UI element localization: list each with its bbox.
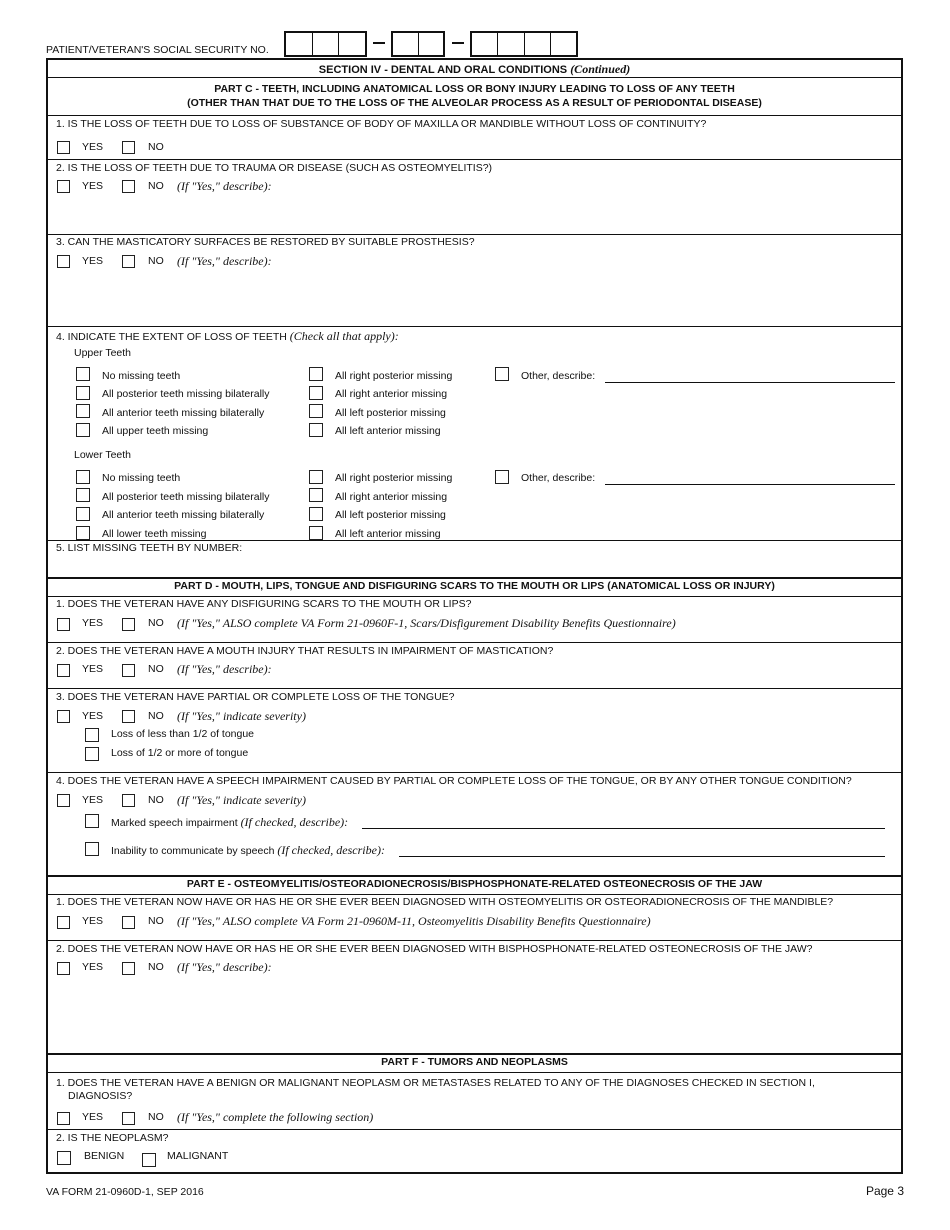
part-d-q4-opt2 — [111, 843, 385, 858]
part-e-q2-no-checkbox[interactable] — [122, 962, 135, 975]
part-d-q4: 4. DOES THE VETERAN HAVE A SPEECH IMPAIRMENT CAUSED BY PARTIAL OR COMPLETE LOSS OF THE TONGUE, OR BY ANY OTHER TONGUE CONDITION? — [56, 775, 852, 787]
part-f-q1-line1: 1. DOES THE VETERAN HAVE A BENIGN OR MALIGNANT NEOPLASM OR METASTASES RELATED TO ANY OF THE DIAGNOSES CHECKED IN SECTION I, — [56, 1077, 815, 1089]
lower-col1-item: All anterior teeth missing bilaterally — [102, 509, 265, 521]
part-d-q4-opt1-text: Marked speech impairment — [111, 817, 238, 829]
part-d-q1-note: (If "Yes," ALSO complete VA Form 21-0960F-1, Scars/Disfigurement Disability Benefits Questionnaire) — [177, 616, 676, 630]
part-e-q1-note: (If "Yes," ALSO complete VA Form 21-0960M-11, Osteomyelitis Disability Benefits Questionnaire) — [177, 914, 651, 928]
part-e-q2: 2. DOES THE VETERAN NOW HAVE OR HAS HE OR SHE EVER BEEN DIAGNOSED WITH BISPHOSPHONATE-RELATED OSTEONECROSIS OF THE JAW? — [56, 943, 813, 955]
part-c-q2: 2. IS THE LOSS OF TEETH DUE TO TRAUMA OR DISEASE (SUCH AS OSTEOMYELITIS?) — [56, 162, 493, 174]
part-d-q3-yes-checkbox[interactable] — [57, 710, 70, 723]
part-c-q1-no-checkbox[interactable] — [122, 141, 135, 154]
lower-teeth-label: Lower Teeth — [74, 449, 132, 461]
ssn-field-area[interactable] — [284, 31, 367, 57]
part-d-q2-note: (If "Yes," describe): — [177, 662, 272, 676]
upper-col1-item: All upper teeth missing — [102, 425, 209, 437]
lower-other-label: Other, describe: — [521, 472, 596, 484]
upper-col1-item: All posterior teeth missing bilaterally — [102, 388, 270, 400]
lower-anterior-bilateral-checkbox[interactable] — [76, 507, 90, 521]
lower-left-anterior-checkbox[interactable] — [309, 526, 323, 540]
part-e-q2-note: (If "Yes," describe): — [177, 960, 272, 974]
inability-speech-checkbox[interactable] — [85, 842, 99, 856]
ssn-dash — [373, 42, 385, 44]
yes-label: YES — [82, 141, 104, 153]
lower-col2-item: All right anterior missing — [335, 491, 448, 503]
lower-posterior-bilateral-checkbox[interactable] — [76, 488, 90, 502]
yes-label: YES — [82, 180, 104, 192]
upper-all-missing-checkbox[interactable] — [76, 423, 90, 437]
lower-left-posterior-checkbox[interactable] — [309, 507, 323, 521]
part-d-q4-yes-checkbox[interactable] — [57, 794, 70, 807]
upper-other-input-line[interactable] — [605, 382, 895, 383]
part-f-q1-note: (If "Yes," complete the following section) — [177, 1110, 374, 1124]
yes-label: YES — [82, 255, 104, 267]
upper-left-anterior-checkbox[interactable] — [309, 423, 323, 437]
yes-label: YES — [82, 1111, 104, 1123]
no-label: NO — [148, 180, 164, 192]
ssn-dash — [452, 42, 464, 44]
part-e-q1-no-checkbox[interactable] — [122, 916, 135, 929]
upper-col2-item: All left anterior missing — [335, 425, 441, 437]
part-d-q4-opt1-note: (If checked, describe): — [240, 815, 349, 829]
tongue-loss-less-half-checkbox[interactable] — [85, 728, 99, 742]
ssn-label: PATIENT/VETERAN'S SOCIAL SECURITY NO. — [46, 44, 269, 56]
yes-label: YES — [82, 617, 104, 629]
upper-right-posterior-checkbox[interactable] — [309, 367, 323, 381]
no-label: NO — [148, 663, 164, 675]
lower-other-checkbox[interactable] — [495, 470, 509, 484]
section-title — [46, 62, 903, 77]
yes-label: YES — [82, 663, 104, 675]
part-d-q2-no-checkbox[interactable] — [122, 664, 135, 677]
no-label: NO — [148, 961, 164, 973]
part-c-q2-note: (If "Yes," describe): — [177, 179, 272, 193]
yes-label: YES — [82, 961, 104, 973]
part-d-q4-opt1 — [111, 815, 348, 830]
part-c-q4 — [56, 329, 399, 344]
yes-label: YES — [82, 794, 104, 806]
marked-speech-describe-line[interactable] — [362, 828, 885, 829]
ssn-field-serial[interactable] — [470, 31, 578, 57]
part-d-q4-note: (If "Yes," indicate severity) — [177, 793, 306, 807]
upper-col1-item: All anterior teeth missing bilaterally — [102, 407, 265, 419]
inability-speech-describe-line[interactable] — [399, 856, 885, 857]
part-c-q1: 1. IS THE LOSS OF TEETH DUE TO LOSS OF SUBSTANCE OF BODY OF MAXILLA OR MANDIBLE WITHOUT LOSS OF CONTINUITY? — [56, 118, 707, 130]
part-d-q2-yes-checkbox[interactable] — [57, 664, 70, 677]
lower-col1-item: All posterior teeth missing bilaterally — [102, 491, 270, 503]
section-continued: (Continued) — [570, 62, 631, 76]
part-d-q3-opt2: Loss of 1/2 or more of tongue — [111, 747, 249, 759]
lower-all-missing-checkbox[interactable] — [76, 526, 90, 540]
part-d-q1-yes-checkbox[interactable] — [57, 618, 70, 631]
yes-label: YES — [82, 915, 104, 927]
upper-no-missing-checkbox[interactable] — [76, 367, 90, 381]
upper-right-anterior-checkbox[interactable] — [309, 386, 323, 400]
upper-teeth-label: Upper Teeth — [74, 347, 132, 359]
part-d-q4-opt2-text: Inability to communicate by speech — [111, 845, 275, 857]
upper-other-label: Other, describe: — [521, 370, 596, 382]
ssn-field-group[interactable] — [391, 31, 445, 57]
no-label: NO — [148, 141, 164, 153]
lower-col1-item: No missing teeth — [102, 472, 181, 484]
benign-label: BENIGN — [84, 1150, 125, 1162]
part-f-title: PART F - TUMORS AND NEOPLASMS — [381, 1056, 568, 1068]
yes-label: YES — [82, 710, 104, 722]
form-id: VA FORM 21-0960D-1, SEP 2016 — [46, 1186, 204, 1198]
no-label: NO — [148, 1111, 164, 1123]
no-label: NO — [148, 255, 164, 267]
part-c-q4-note: (Check all that apply): — [289, 329, 399, 343]
upper-col2-item: All right anterior missing — [335, 388, 448, 400]
section-title-text: SECTION IV - DENTAL AND ORAL CONDITIONS — [318, 64, 568, 76]
part-d-q3: 3. DOES THE VETERAN HAVE PARTIAL OR COMPLETE LOSS OF THE TONGUE? — [56, 691, 455, 703]
part-c-q1-yes-checkbox[interactable] — [57, 141, 70, 154]
upper-anterior-bilateral-checkbox[interactable] — [76, 404, 90, 418]
upper-col2-item: All left posterior missing — [335, 407, 446, 419]
lower-right-posterior-checkbox[interactable] — [309, 470, 323, 484]
lower-col2-item: All right posterior missing — [335, 472, 453, 484]
no-label: NO — [148, 794, 164, 806]
part-d-q4-no-checkbox[interactable] — [122, 794, 135, 807]
part-c-title-line2: (OTHER THAN THAT DUE TO THE LOSS OF THE ALVEOLAR PROCESS AS A RESULT OF PERIODONTAL DISEASE) — [187, 97, 762, 109]
part-c-q4-text: 4. INDICATE THE EXTENT OF LOSS OF TEETH — [56, 331, 287, 343]
part-c-q2-no-checkbox[interactable] — [122, 180, 135, 193]
part-c-q3: 3. CAN THE MASTICATORY SURFACES BE RESTORED BY SUITABLE PROSTHESIS? — [56, 236, 475, 248]
part-d-q1-no-checkbox[interactable] — [122, 618, 135, 631]
part-e-title: PART E - OSTEOMYELITIS/OSTEORADIONECROSIS/BISPHOSPHONATE-RELATED OSTEONECROSIS OF THE JAW — [186, 878, 763, 890]
part-c-q2-yes-checkbox[interactable] — [57, 180, 70, 193]
page-number: Page 3 — [865, 1184, 904, 1198]
lower-no-missing-checkbox[interactable] — [76, 470, 90, 484]
part-d-q4-opt2-note: (If checked, describe): — [277, 843, 385, 857]
part-d-q3-note: (If "Yes," indicate severity) — [177, 709, 306, 723]
part-e-q1-yes-checkbox[interactable] — [57, 916, 70, 929]
part-d-q1: 1. DOES THE VETERAN HAVE ANY DISFIGURING SCARS TO THE MOUTH OR LIPS? — [56, 598, 472, 610]
benign-checkbox[interactable] — [57, 1151, 71, 1165]
part-f-q1-no-checkbox[interactable] — [122, 1112, 135, 1125]
malignant-label: MALIGNANT — [167, 1150, 229, 1162]
part-c-q3-no-checkbox[interactable] — [122, 255, 135, 268]
part-d-q3-opt1: Loss of less than 1/2 of tongue — [111, 728, 255, 740]
lower-col1-item: All lower teeth missing — [102, 528, 207, 540]
part-f-q1-line2: DIAGNOSIS? — [68, 1090, 133, 1102]
part-d-q3-no-checkbox[interactable] — [122, 710, 135, 723]
part-d-q2: 2. DOES THE VETERAN HAVE A MOUTH INJURY THAT RESULTS IN IMPAIRMENT OF MASTICATION? — [56, 645, 554, 657]
part-d-title: PART D - MOUTH, LIPS, TONGUE AND DISFIGURING SCARS TO THE MOUTH OR LIPS (ANATOMICAL LOSS OR INJURY) — [174, 580, 775, 592]
upper-other-checkbox[interactable] — [495, 367, 509, 381]
no-label: NO — [148, 915, 164, 927]
upper-left-posterior-checkbox[interactable] — [309, 404, 323, 418]
part-c-title-line1: PART C - TEETH, INCLUDING ANATOMICAL LOSS OR BONY INJURY LEADING TO LOSS OF ANY TEETH — [214, 83, 735, 95]
upper-posterior-bilateral-checkbox[interactable] — [76, 386, 90, 400]
part-f-q1-yes-checkbox[interactable] — [57, 1112, 70, 1125]
part-e-q2-yes-checkbox[interactable] — [57, 962, 70, 975]
upper-col1-item: No missing teeth — [102, 370, 181, 382]
lower-right-anterior-checkbox[interactable] — [309, 488, 323, 502]
no-label: NO — [148, 617, 164, 629]
tongue-loss-half-or-more-checkbox[interactable] — [85, 747, 99, 761]
upper-col2-item: All right posterior missing — [335, 370, 453, 382]
part-c-q3-yes-checkbox[interactable] — [57, 255, 70, 268]
part-c-q5: 5. LIST MISSING TEETH BY NUMBER: — [56, 542, 243, 554]
no-label: NO — [148, 710, 164, 722]
part-e-q1: 1. DOES THE VETERAN NOW HAVE OR HAS HE OR SHE EVER BEEN DIAGNOSED WITH OSTEOMYELITIS OR OSTEORADIONECROSIS OF THE MANDIBLE? — [56, 896, 834, 908]
part-c-q3-note: (If "Yes," describe): — [177, 254, 272, 268]
lower-col2-item: All left anterior missing — [335, 528, 441, 540]
malignant-checkbox[interactable] — [142, 1153, 156, 1167]
part-f-q2: 2. IS THE NEOPLASM? — [56, 1132, 169, 1144]
marked-speech-impairment-checkbox[interactable] — [85, 814, 99, 828]
lower-other-input-line[interactable] — [605, 484, 895, 485]
lower-col2-item: All left posterior missing — [335, 509, 446, 521]
